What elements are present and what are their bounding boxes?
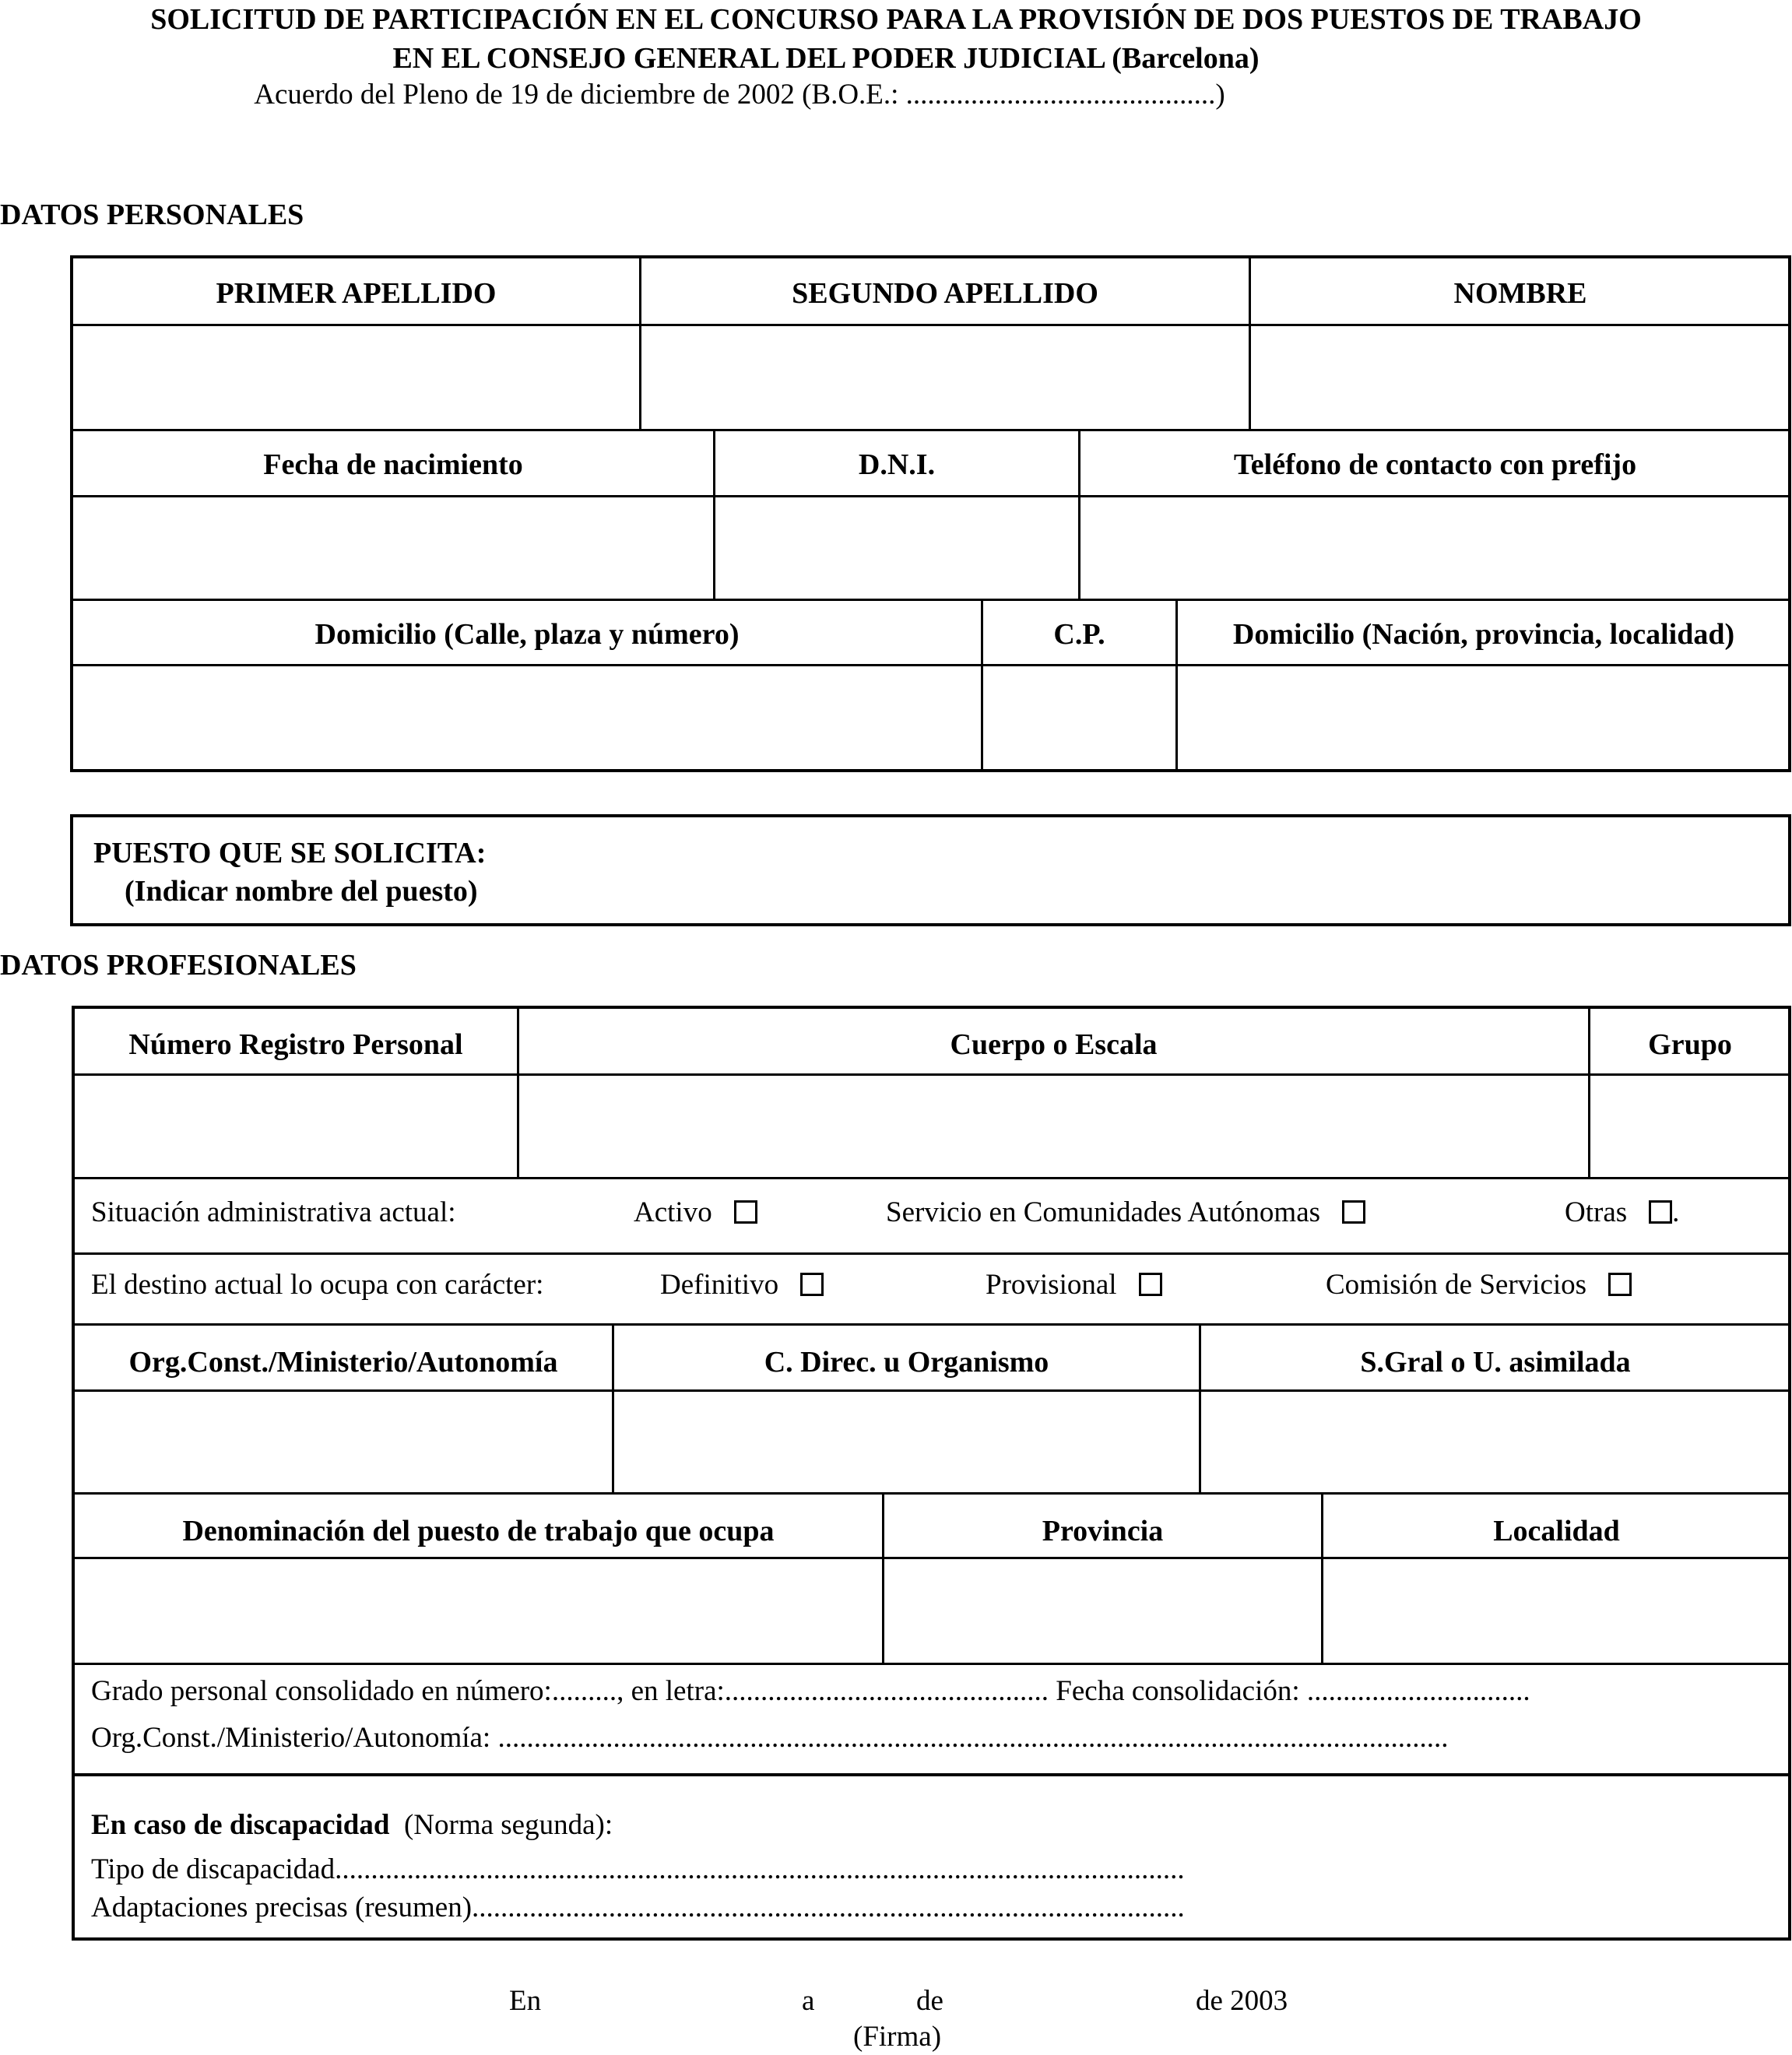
domicilio-calle-field[interactable] — [73, 666, 981, 769]
form-title-line2: EN EL CONSEJO GENERAL DEL PODER JUDICIAL (Barcelona) — [392, 42, 1260, 75]
header-nombre: NOMBRE — [1453, 277, 1587, 310]
destino-definitivo-label: Definitivo — [660, 1269, 779, 1301]
situacion-servicio-ca-label: Servicio en Comunidades Autónomas — [886, 1196, 1321, 1228]
header-dni: D.N.I. — [858, 448, 936, 481]
header-domicilio-calle: Domicilio (Calle, plaza y número) — [314, 618, 740, 651]
checkbox-servicio-ca[interactable] — [1342, 1200, 1365, 1224]
localidad-field[interactable] — [1323, 1559, 1790, 1663]
header-s-gral: S.Gral o U. asimilada — [1360, 1346, 1631, 1379]
header-cp: C.P. — [1053, 618, 1105, 651]
cp-field[interactable] — [983, 666, 1175, 769]
domicilio-localidad-field[interactable] — [1178, 666, 1790, 769]
situacion-otras-label: Otras — [1565, 1196, 1628, 1228]
header-provincia: Provincia — [1042, 1515, 1164, 1547]
situacion-option-servicio-ca[interactable] — [886, 1195, 1365, 1231]
section-datos-profesionales: DATOS PROFESIONALES — [0, 949, 357, 982]
destino-comision-label: Comisión de Servicios — [1326, 1269, 1587, 1301]
form-subtitle: Acuerdo del Pleno de 19 de diciembre de 2002 (B.O.E.: ...........................................) — [254, 79, 1225, 111]
footer-a: a — [802, 1985, 815, 2017]
header-org-const: Org.Const./Ministerio/Autonomía — [128, 1346, 558, 1379]
destino-option-comision[interactable] — [1326, 1267, 1632, 1303]
section-datos-personales: DATOS PERSONALES — [0, 198, 304, 231]
nombre-field[interactable] — [1251, 326, 1790, 429]
header-domicilio-localidad: Domicilio (Nación, provincia, localidad) — [1232, 618, 1735, 651]
situacion-label: Situación administrativa actual: — [91, 1196, 456, 1228]
s-gral-field[interactable] — [1201, 1392, 1790, 1492]
header-grupo: Grupo — [1648, 1028, 1732, 1061]
discapacidad-label-rest: (Norma segunda): — [403, 1809, 613, 1841]
destino-option-definitivo[interactable] — [660, 1267, 824, 1303]
cuerpo-escala-field[interactable] — [519, 1076, 1588, 1177]
checkbox-activo[interactable] — [734, 1200, 757, 1224]
puesto-label: PUESTO QUE SE SOLICITA: — [93, 837, 487, 869]
telefono-field[interactable] — [1080, 497, 1790, 599]
header-denominacion-puesto: Denominación del puesto de trabajo que ocupa — [182, 1515, 775, 1547]
destino-label: El destino actual lo ocupa con carácter: — [91, 1269, 544, 1301]
org-const-field[interactable] — [75, 1392, 612, 1492]
header-numero-registro: Número Registro Personal — [128, 1028, 463, 1061]
form-title-line1: SOLICITUD DE PARTICIPACIÓN EN EL CONCURSO PARA LA PROVISIÓN DE DOS PUESTOS DE TRABAJO — [150, 3, 1642, 36]
numero-registro-field[interactable] — [75, 1076, 517, 1177]
dni-field[interactable] — [715, 497, 1078, 599]
destino-option-provisional[interactable] — [986, 1267, 1162, 1303]
footer-de: de — [916, 1985, 943, 2017]
destino-provisional-label: Provisional — [986, 1269, 1117, 1301]
header-localidad: Localidad — [1493, 1515, 1620, 1547]
checkbox-provisional[interactable] — [1139, 1273, 1162, 1296]
firma-label: (Firma) — [853, 2021, 942, 2053]
footer-year: de 2003 — [1196, 1985, 1288, 2017]
adaptaciones-line[interactable]: Adaptaciones precisas (resumen)................................................................................................... — [91, 1892, 1185, 1923]
checkbox-otras[interactable] — [1649, 1200, 1672, 1224]
c-direc-field[interactable] — [614, 1392, 1199, 1492]
header-c-direc: C. Direc. u Organismo — [764, 1346, 1049, 1379]
provincia-field[interactable] — [884, 1559, 1321, 1663]
discapacidad-label-bold: En caso de discapacidad — [91, 1809, 390, 1841]
header-primer-apellido: PRIMER APELLIDO — [216, 277, 497, 310]
segundo-apellido-field[interactable] — [641, 326, 1249, 429]
puesto-hint: (Indicar nombre del puesto) — [125, 875, 478, 908]
header-cuerpo-escala: Cuerpo o Escala — [950, 1028, 1158, 1061]
footer-en: En — [509, 1985, 542, 2017]
otras-suffix: . — [1672, 1196, 1680, 1228]
checkbox-comision[interactable] — [1608, 1273, 1632, 1296]
denominacion-puesto-field[interactable] — [75, 1559, 882, 1663]
situacion-activo-label: Activo — [634, 1196, 712, 1228]
discapacidad-heading — [91, 1807, 613, 1843]
grupo-field[interactable] — [1590, 1076, 1790, 1177]
header-segundo-apellido: SEGUNDO APELLIDO — [792, 277, 1098, 310]
fecha-nacimiento-field[interactable] — [73, 497, 713, 599]
header-telefono: Teléfono de contacto con prefijo — [1233, 448, 1637, 481]
org-const-line[interactable]: Org.Const./Ministerio/Autonomía: .................................................................................................................................... — [91, 1722, 1449, 1754]
header-fecha-nacimiento: Fecha de nacimiento — [263, 448, 523, 481]
tipo-discapacidad-line[interactable]: Tipo de discapacidad...................................................................................................................... — [91, 1853, 1185, 1885]
situacion-option-otras[interactable] — [1565, 1195, 1679, 1231]
checkbox-definitivo[interactable] — [800, 1273, 824, 1296]
primer-apellido-field[interactable] — [73, 326, 639, 429]
situacion-option-activo[interactable] — [634, 1195, 757, 1231]
grado-line[interactable]: Grado personal consolidado en número:........., en letra:............................................. Fecha consolidación: ............................... — [91, 1675, 1530, 1707]
